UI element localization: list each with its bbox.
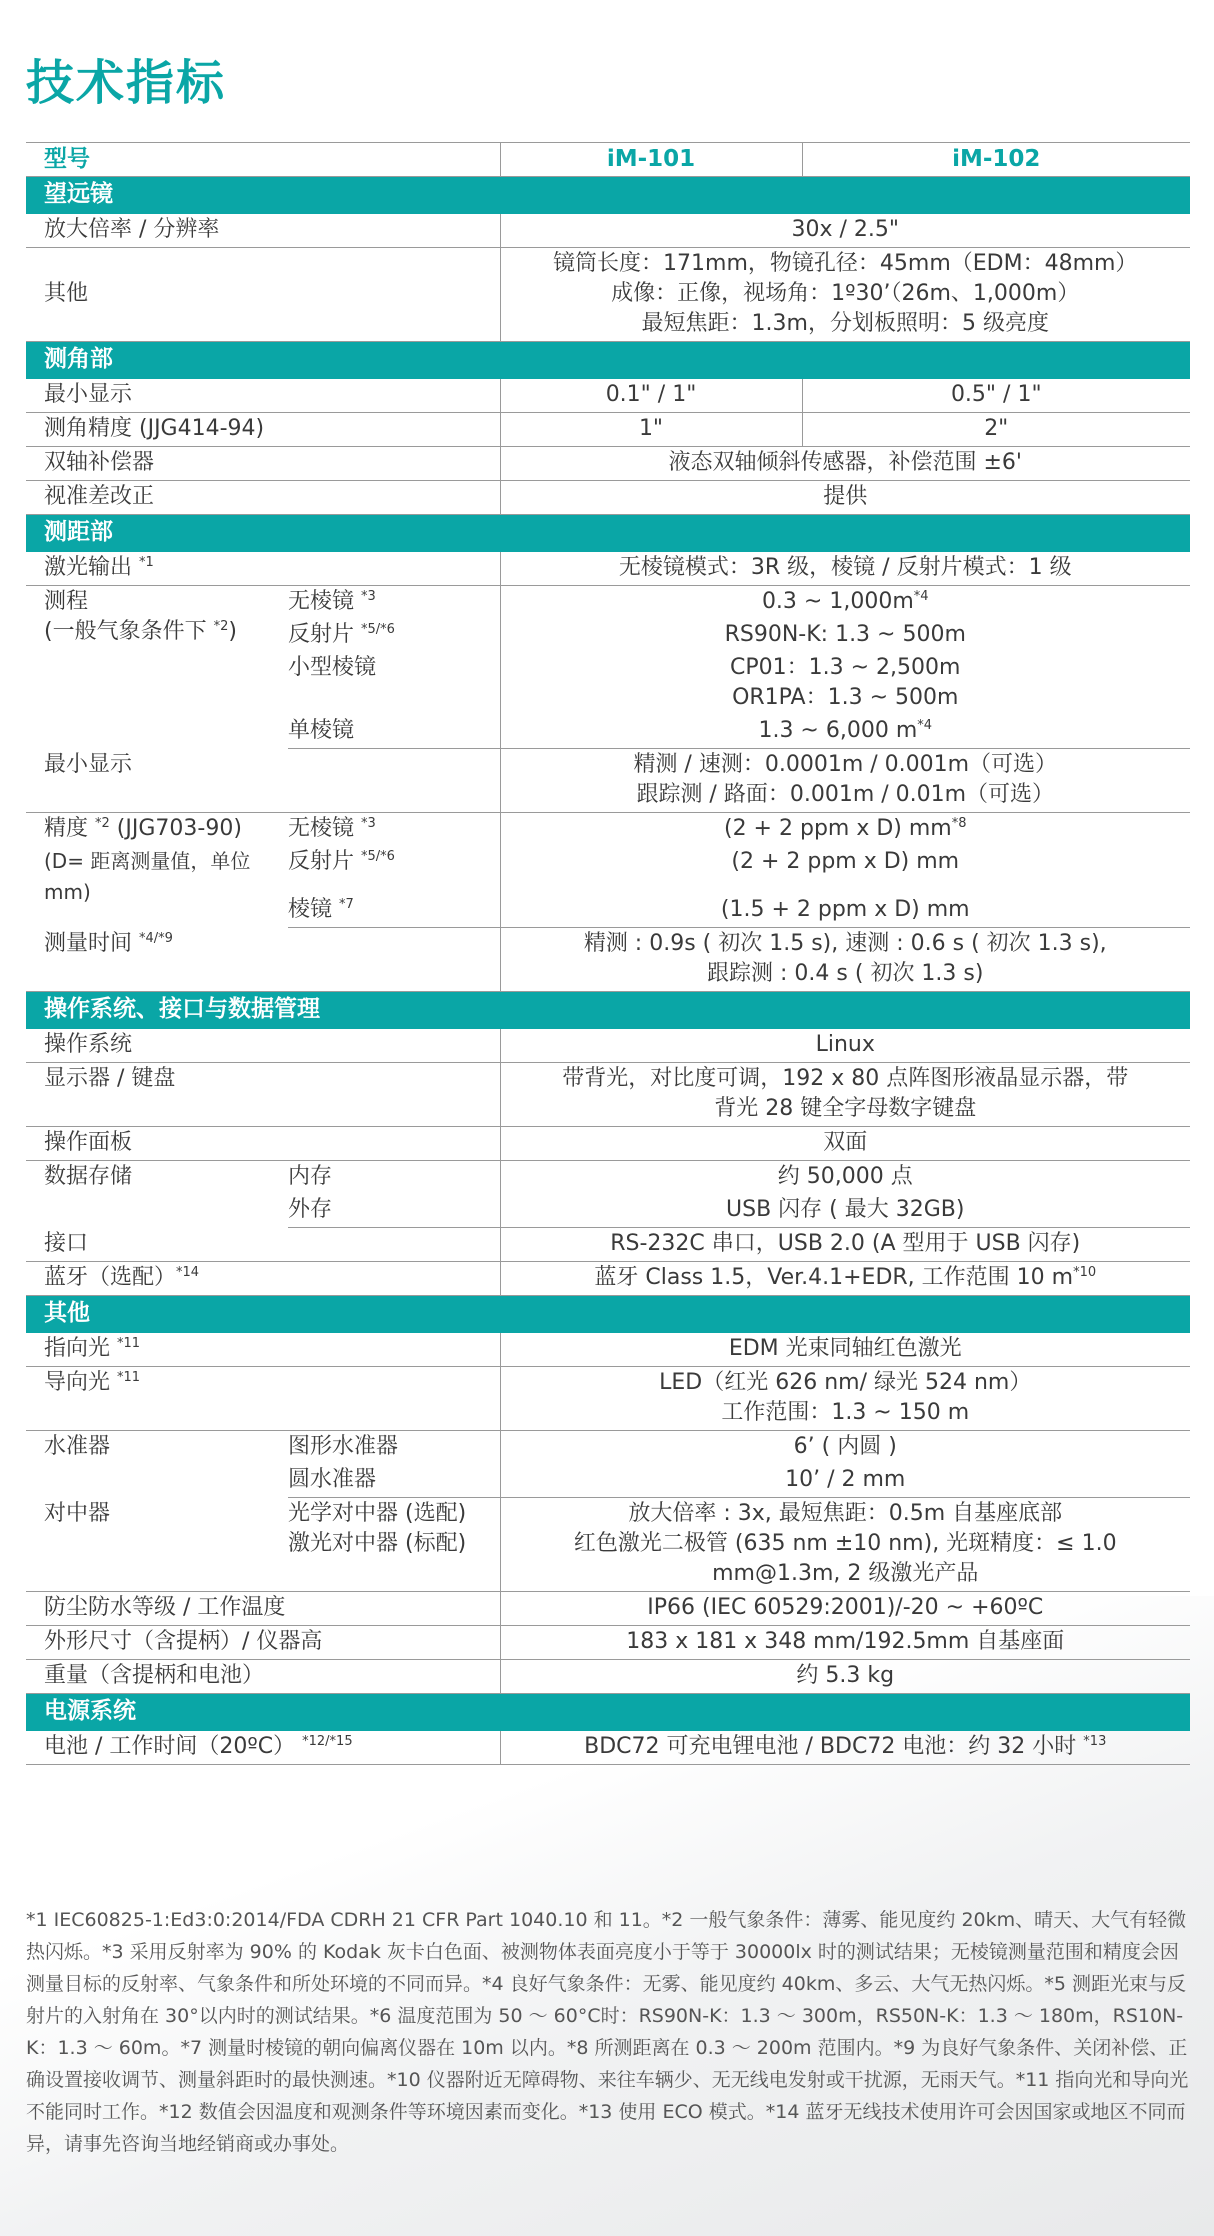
section-other: 其他 xyxy=(26,1296,1190,1333)
value-text: 蓝牙 Class 1.5，Ver.4.1+EDR, 工作范围 10 m xyxy=(594,1265,1074,1290)
row-value-im102: 2" xyxy=(802,413,1190,447)
table-row xyxy=(26,481,1190,515)
sub-label xyxy=(288,882,500,928)
footnote-ref: *14 xyxy=(176,1265,200,1280)
row-label: 放大倍率 / 分辨率 xyxy=(26,214,500,248)
footnote-ref: *11 xyxy=(117,1336,141,1351)
row-label xyxy=(26,1731,500,1765)
row-label xyxy=(26,1262,500,1296)
footnote-ref: *12/*15 xyxy=(302,1734,353,1749)
value-line: 工作范围：1.3 ~ 150 m xyxy=(721,1400,970,1425)
row-value: (1.5 + 2 ppm x D) mm xyxy=(500,882,1190,928)
sub-label: 单棱镜 xyxy=(288,715,500,749)
model-im101: iM-101 xyxy=(500,143,802,177)
row-label xyxy=(26,813,288,928)
table-row xyxy=(26,928,1190,992)
table-row xyxy=(26,1262,1190,1296)
row-value xyxy=(500,586,1190,620)
row-value: IP66 (IEC 60529:2001)/-20 ~ +60ºC xyxy=(500,1592,1190,1626)
row-label: 视准差改正 xyxy=(26,481,500,515)
row-value xyxy=(500,1262,1190,1296)
footnote-ref: *3 xyxy=(361,816,376,831)
row-value xyxy=(500,1731,1190,1765)
model-label: 型号 xyxy=(26,143,500,177)
spec-table xyxy=(26,142,1190,1765)
table-row xyxy=(26,1161,1190,1195)
label-text: 电池 / 工作时间（20ºC） xyxy=(44,1734,296,1759)
row-value: 183 x 181 x 348 mm/192.5mm 自基座面 xyxy=(500,1626,1190,1660)
row-value: 6’ ( 内圆 ) xyxy=(500,1431,1190,1465)
footnote-ref: *13 xyxy=(1083,1734,1107,1749)
sub-label xyxy=(288,846,500,882)
row-label: 外形尺寸（含提柄）/ 仪器高 xyxy=(26,1626,500,1660)
row-value: Linux xyxy=(500,1029,1190,1063)
value-line: OR1PA：1.3 ~ 500m xyxy=(732,685,959,710)
footnote-ref: *2 xyxy=(213,619,229,634)
footnote-ref: *7 xyxy=(339,897,354,912)
row-value: 30x / 2.5" xyxy=(500,214,1190,248)
section-os: 操作系统、接口与数据管理 xyxy=(26,992,1190,1029)
row-label: 操作面板 xyxy=(26,1127,500,1161)
row-label xyxy=(26,1367,500,1431)
row-value: EDM 光束同轴红色激光 xyxy=(500,1333,1190,1367)
page-title: 技术指标 xyxy=(26,55,227,111)
value-line: 带背光，对比度可调，192 x 80 点阵图形液晶显示器，带 xyxy=(562,1066,1129,1091)
row-value-im101: 1" xyxy=(500,413,802,447)
table-row xyxy=(26,1660,1190,1694)
row-value xyxy=(500,1367,1190,1431)
footnote-ref: *5/*6 xyxy=(361,622,395,637)
footnote-ref: *1 xyxy=(139,555,154,570)
table-row xyxy=(26,1127,1190,1161)
row-label: 最小显示 xyxy=(26,379,500,413)
row-label: 双轴补偿器 xyxy=(26,447,500,481)
row-label xyxy=(26,1333,500,1367)
row-value: RS90N-K: 1.3 ~ 500m xyxy=(500,619,1190,652)
label-text: 测程 xyxy=(44,589,89,614)
row-value: 提供 xyxy=(500,481,1190,515)
sub-label xyxy=(288,813,500,847)
table-row xyxy=(26,214,1190,248)
label-part: (一般气象条件下 xyxy=(44,619,207,644)
row-value xyxy=(500,248,1190,342)
row-label xyxy=(26,552,500,586)
table-row xyxy=(26,1498,1190,1592)
table-row xyxy=(26,1333,1190,1367)
row-value: 液态双轴倾斜传感器，补偿范围 ±6' xyxy=(500,447,1190,481)
sub-label: 外存 xyxy=(288,1194,500,1228)
value-text: 0.3 ~ 1,000m xyxy=(761,589,914,614)
value-line: 精测 / 速测：0.0001m / 0.001m（可选） xyxy=(633,752,1058,777)
label-text xyxy=(44,814,278,844)
row-value xyxy=(500,928,1190,992)
label-part: 精度 xyxy=(44,816,89,841)
table-row xyxy=(26,1228,1190,1262)
footnote-ref: *4 xyxy=(913,589,929,604)
row-label: 操作系统 xyxy=(26,1029,500,1063)
value-line: 镜筒长度：171mm，物镜孔径：45mm（EDM：48mm） xyxy=(553,251,1138,276)
sub-label: 图形水准器 xyxy=(288,1434,399,1459)
label-text: 反射片 xyxy=(288,849,355,874)
value-line: LED（红光 626 nm/ 绿光 524 nm） xyxy=(659,1370,1032,1395)
row-label: 水准器 xyxy=(44,1434,111,1459)
row-label: 最小显示 xyxy=(26,749,500,813)
model-header-row xyxy=(26,143,1190,177)
sub-label: 内存 xyxy=(288,1164,333,1189)
row-value: 约 50,000 点 xyxy=(500,1161,1190,1195)
label-part: ) xyxy=(228,619,237,644)
sub-label: 圆水准器 xyxy=(288,1464,500,1498)
sub-label xyxy=(288,1498,500,1592)
value-line: 精测 : 0.9s ( 初次 1.5 s), 速测 : 0.6 s ( 初次 1.3 s), xyxy=(583,931,1107,956)
value-line: 跟踪测 : 0.4 s ( 初次 1.3 s) xyxy=(707,961,984,986)
value-line: 放大倍率 : 3x, 最短焦距：0.5m 自基座底部 xyxy=(628,1501,1063,1526)
table-row xyxy=(26,749,1190,813)
row-value: 10’ / 2 mm xyxy=(500,1464,1190,1498)
section-angle: 测角部 xyxy=(26,342,1190,379)
label-line: 激光对中器 (标配) xyxy=(288,1531,467,1556)
table-row xyxy=(26,1367,1190,1431)
row-label: 显示器 / 键盘 xyxy=(26,1063,500,1127)
section-telescope: 望远镜 xyxy=(26,177,1190,214)
footnote-ref: *10 xyxy=(1073,1265,1097,1280)
model-im102: iM-102 xyxy=(802,143,1190,177)
row-label xyxy=(26,928,500,992)
table-row xyxy=(26,248,1190,342)
row-label: 数据存储 xyxy=(44,1164,133,1189)
table-row xyxy=(26,813,1190,847)
table-row xyxy=(26,413,1190,447)
row-value xyxy=(500,652,1190,715)
table-row xyxy=(26,1626,1190,1660)
value-line: mm@1.3m, 2 级激光产品 xyxy=(712,1561,979,1586)
value-text: 1.3 ~ 6,000 m xyxy=(758,718,918,743)
footnote-ref: *5/*6 xyxy=(361,849,395,864)
footnote-ref: *3 xyxy=(361,589,376,604)
footnote-ref: *4 xyxy=(917,718,933,733)
value-line: CP01：1.3 ~ 2,500m xyxy=(730,655,961,680)
row-value: USB 闪存 ( 最大 32GB) xyxy=(500,1194,1190,1228)
value-line: 红色激光二极管 (635 nm ±10 nm), 光斑精度：≤ 1.0 xyxy=(573,1531,1117,1556)
label-note: (D= 距离测量值，单位 mm) xyxy=(44,849,251,904)
row-label: 其他 xyxy=(26,248,500,342)
row-value: RS-232C 串口，USB 2.0 (A 型用于 USB 闪存) xyxy=(500,1228,1190,1262)
value-text: (2 + 2 ppm x D) mm xyxy=(723,816,952,841)
value-text: BDC72 可充电锂电池 / BDC72 电池：约 32 小时 xyxy=(584,1734,1077,1759)
row-value xyxy=(500,1498,1190,1592)
spacer xyxy=(288,883,490,895)
label-text: 无棱镜 xyxy=(288,816,355,841)
table-row xyxy=(26,586,1190,620)
footnote-ref: *4/*9 xyxy=(139,931,173,946)
table-row xyxy=(26,1431,1190,1465)
row-value: (2 + 2 ppm x D) mm xyxy=(500,846,1190,882)
table-row xyxy=(26,1063,1190,1127)
table-row xyxy=(26,1029,1190,1063)
footnotes: *1 IEC60825-1:Ed3:0:2014/FDA CDRH 21 CFR Part 1040.10 和 11。*2 一般气象条件：薄雾、能见度约 20km、晴天、大气有轻微热闪烁。*3 采用反射率为 90% 的 Kodak 灰卡白色面、被测物体表面亮度小于等于 30000lx 时的测试结果；无棱镜测量范围和精度会因测量目标的反射率、气象条件和所处环境的不同而异。*4 良好气象条件：无雾、能见度约 40km、多云、大气无热闪烁。*5 测距光束与反射片的入射角在 30°以内时的测试结果。*6 温度范围为 50 ～ 60°C时：RS90N-K：1.3 ～ 300m，RS50N-K：1.3 ～ 180m，RS10N-K：1.3 ～ 60m。*7 测量时棱镜的朝向偏离仪器在 10m 以内。*8 所测距离在 0.3 ～ 200m 范围内。*9 为良好气象条件、关闭补偿、正确设置接收调节、测量斜距时的最快测速。*10 仪器附近无障碍物、来往车辆少、无无线电发射或干扰源，无雨天气。*11 指向光和导向光不能同时工作。*12 数值会因温度和观测条件等环境因素而变化。*13 使用 ECO 模式。*14 蓝牙无线技术使用许可会因国家或地区不同而异，请事先咨询当地经销商或办事处。 xyxy=(26,1909,1189,2155)
label-text: 指向光 xyxy=(44,1336,111,1361)
sub-label xyxy=(288,586,500,620)
row-label: 对中器 xyxy=(26,1498,288,1592)
label-text: 蓝牙（选配） xyxy=(44,1265,177,1290)
row-value-im102: 0.5" / 1" xyxy=(802,379,1190,413)
row-label xyxy=(26,586,288,749)
label-text xyxy=(44,617,278,647)
footnote-ref: *2 xyxy=(95,816,110,831)
row-value xyxy=(500,813,1190,847)
footnote-ref: *11 xyxy=(117,1370,141,1385)
row-label: 重量（含提柄和电池） xyxy=(26,1660,500,1694)
value-line: 背光 28 键全字母数字键盘 xyxy=(714,1096,977,1121)
footnote-ref: *8 xyxy=(951,816,967,831)
label-line: 光学对中器 (选配) xyxy=(288,1501,467,1526)
label-text: 测量时间 xyxy=(44,931,133,956)
table-row xyxy=(26,1731,1190,1765)
row-value: 无棱镜模式：3R 级，棱镜 / 反射片模式：1 级 xyxy=(500,552,1190,586)
label-part: (JJG703-90) xyxy=(116,816,242,841)
row-value xyxy=(500,749,1190,813)
table-row xyxy=(26,447,1190,481)
row-value xyxy=(500,1063,1190,1127)
row-label: 防尘防水等级 / 工作温度 xyxy=(26,1592,500,1626)
table-row xyxy=(26,552,1190,586)
value-line: 跟踪测 / 路面：0.001m / 0.01m（可选） xyxy=(636,782,1055,807)
label-text: 导向光 xyxy=(44,1370,111,1395)
row-value-im101: 0.1" / 1" xyxy=(500,379,802,413)
value-line: 最短焦距：1.3m，分划板照明：5 级亮度 xyxy=(641,311,1049,336)
row-label: 测角精度 (JJG414-94) xyxy=(26,413,500,447)
label-text: 激光输出 xyxy=(44,555,133,580)
label-text: 棱镜 xyxy=(288,897,333,922)
table-row xyxy=(26,379,1190,413)
section-power: 电源系统 xyxy=(26,1694,1190,1731)
sub-label: 小型棱镜 xyxy=(288,655,377,680)
row-value: 约 5.3 kg xyxy=(500,1660,1190,1694)
section-distance: 测距部 xyxy=(26,515,1190,552)
row-label: 接口 xyxy=(26,1228,500,1262)
sub-label xyxy=(288,619,500,652)
row-value: 双面 xyxy=(500,1127,1190,1161)
value-line: 成像：正像，视场角：1º30’（26m、1,000m） xyxy=(611,281,1080,306)
row-value xyxy=(500,715,1190,749)
label-text: 反射片 xyxy=(288,622,355,647)
table-row xyxy=(26,1592,1190,1626)
label-text: 无棱镜 xyxy=(288,589,355,614)
